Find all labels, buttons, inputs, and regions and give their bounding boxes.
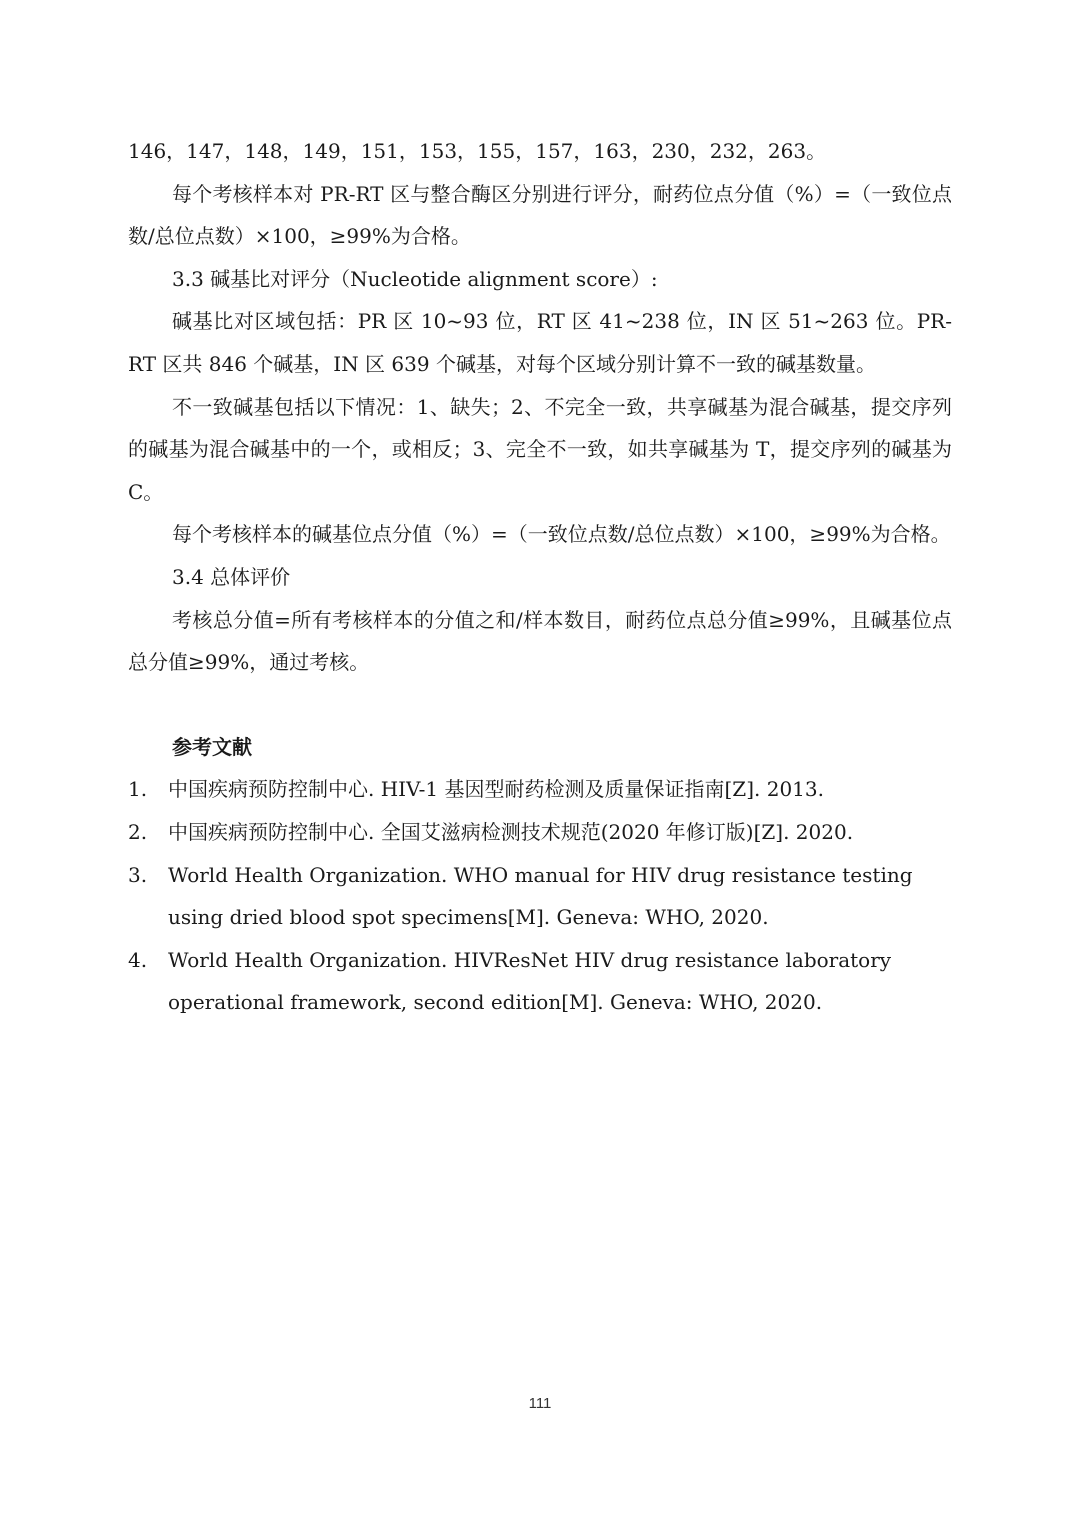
reference-text: World Health Organization. WHO manual for HIV drug resistance testing using dried blood spot specimens[M]. Geneva: WHO, 2020. — [168, 862, 913, 930]
page-number: 111 — [528, 1395, 552, 1412]
reference-text: 中国疾病预防控制中心. HIV-1 基因型耐药检测及质量保证指南[Z]. 2013. — [168, 777, 824, 802]
reference-item — [128, 811, 952, 854]
reference-text: World Health Organization. HIVResNet HIV drug resistance laboratory operational framework, second edition[M]. Geneva: WHO, 2020. — [168, 947, 892, 1015]
reference-number: 1. — [128, 777, 148, 802]
reference-number: 2. — [128, 819, 148, 844]
paragraph-base-score: 每个考核样本的碱基位点分值（%）=（一致位点数/总位点数）×100，≥99%为合格。 — [172, 522, 951, 547]
page-content — [128, 130, 952, 1024]
reference-item — [128, 939, 952, 1024]
section-heading-3-3: 3.3 碱基比对评分（Nucleotide alignment score）: — [172, 266, 658, 291]
section-heading-3-4: 3.4 总体评价 — [172, 564, 291, 589]
paragraph-resistance-score: 每个考核样本对 PR-RT 区与整合酶区分别进行评分，耐药位点分值（%）=（一致位点数/总位点数）×100，≥99%为合格。 — [128, 181, 952, 249]
references-title: 参考文献 — [172, 734, 252, 759]
reference-item — [128, 768, 952, 811]
paragraph-overall-evaluation: 考核总分值=所有考核样本的分值之和/样本数目，耐药位点总分值≥99%，且碱基位点总分值≥99%，通过考核。 — [128, 607, 952, 675]
reference-number: 3. — [128, 862, 148, 887]
paragraph-alignment-region: 碱基比对区域包括：PR 区 10~93 位，RT 区 41~238 位，IN 区 51~263 位。PR-RT 区共 846 个碱基，IN 区 639 个碱基，对每个区域分别计算不一致的碱基数量。 — [128, 309, 952, 376]
paragraph-discordant-bases: 不一致碱基包括以下情况：1、缺失；2、不完全一致，共享碱基为混合碱基，提交序列的碱基为混合碱基中的一个，或相反；3、完全不一致，如共享碱基为 T，提交序列的碱基为 C。 — [128, 394, 952, 504]
reference-list — [128, 768, 952, 1024]
reference-item — [128, 854, 952, 939]
reference-number: 4. — [128, 947, 148, 972]
paragraph-position-list: 146，147，148，149，151，153，155，157，163，230，232，263。 — [128, 139, 827, 163]
reference-text: 中国疾病预防控制中心. 全国艾滋病检测技术规范(2020 年修订版)[Z]. 2020. — [168, 819, 854, 844]
